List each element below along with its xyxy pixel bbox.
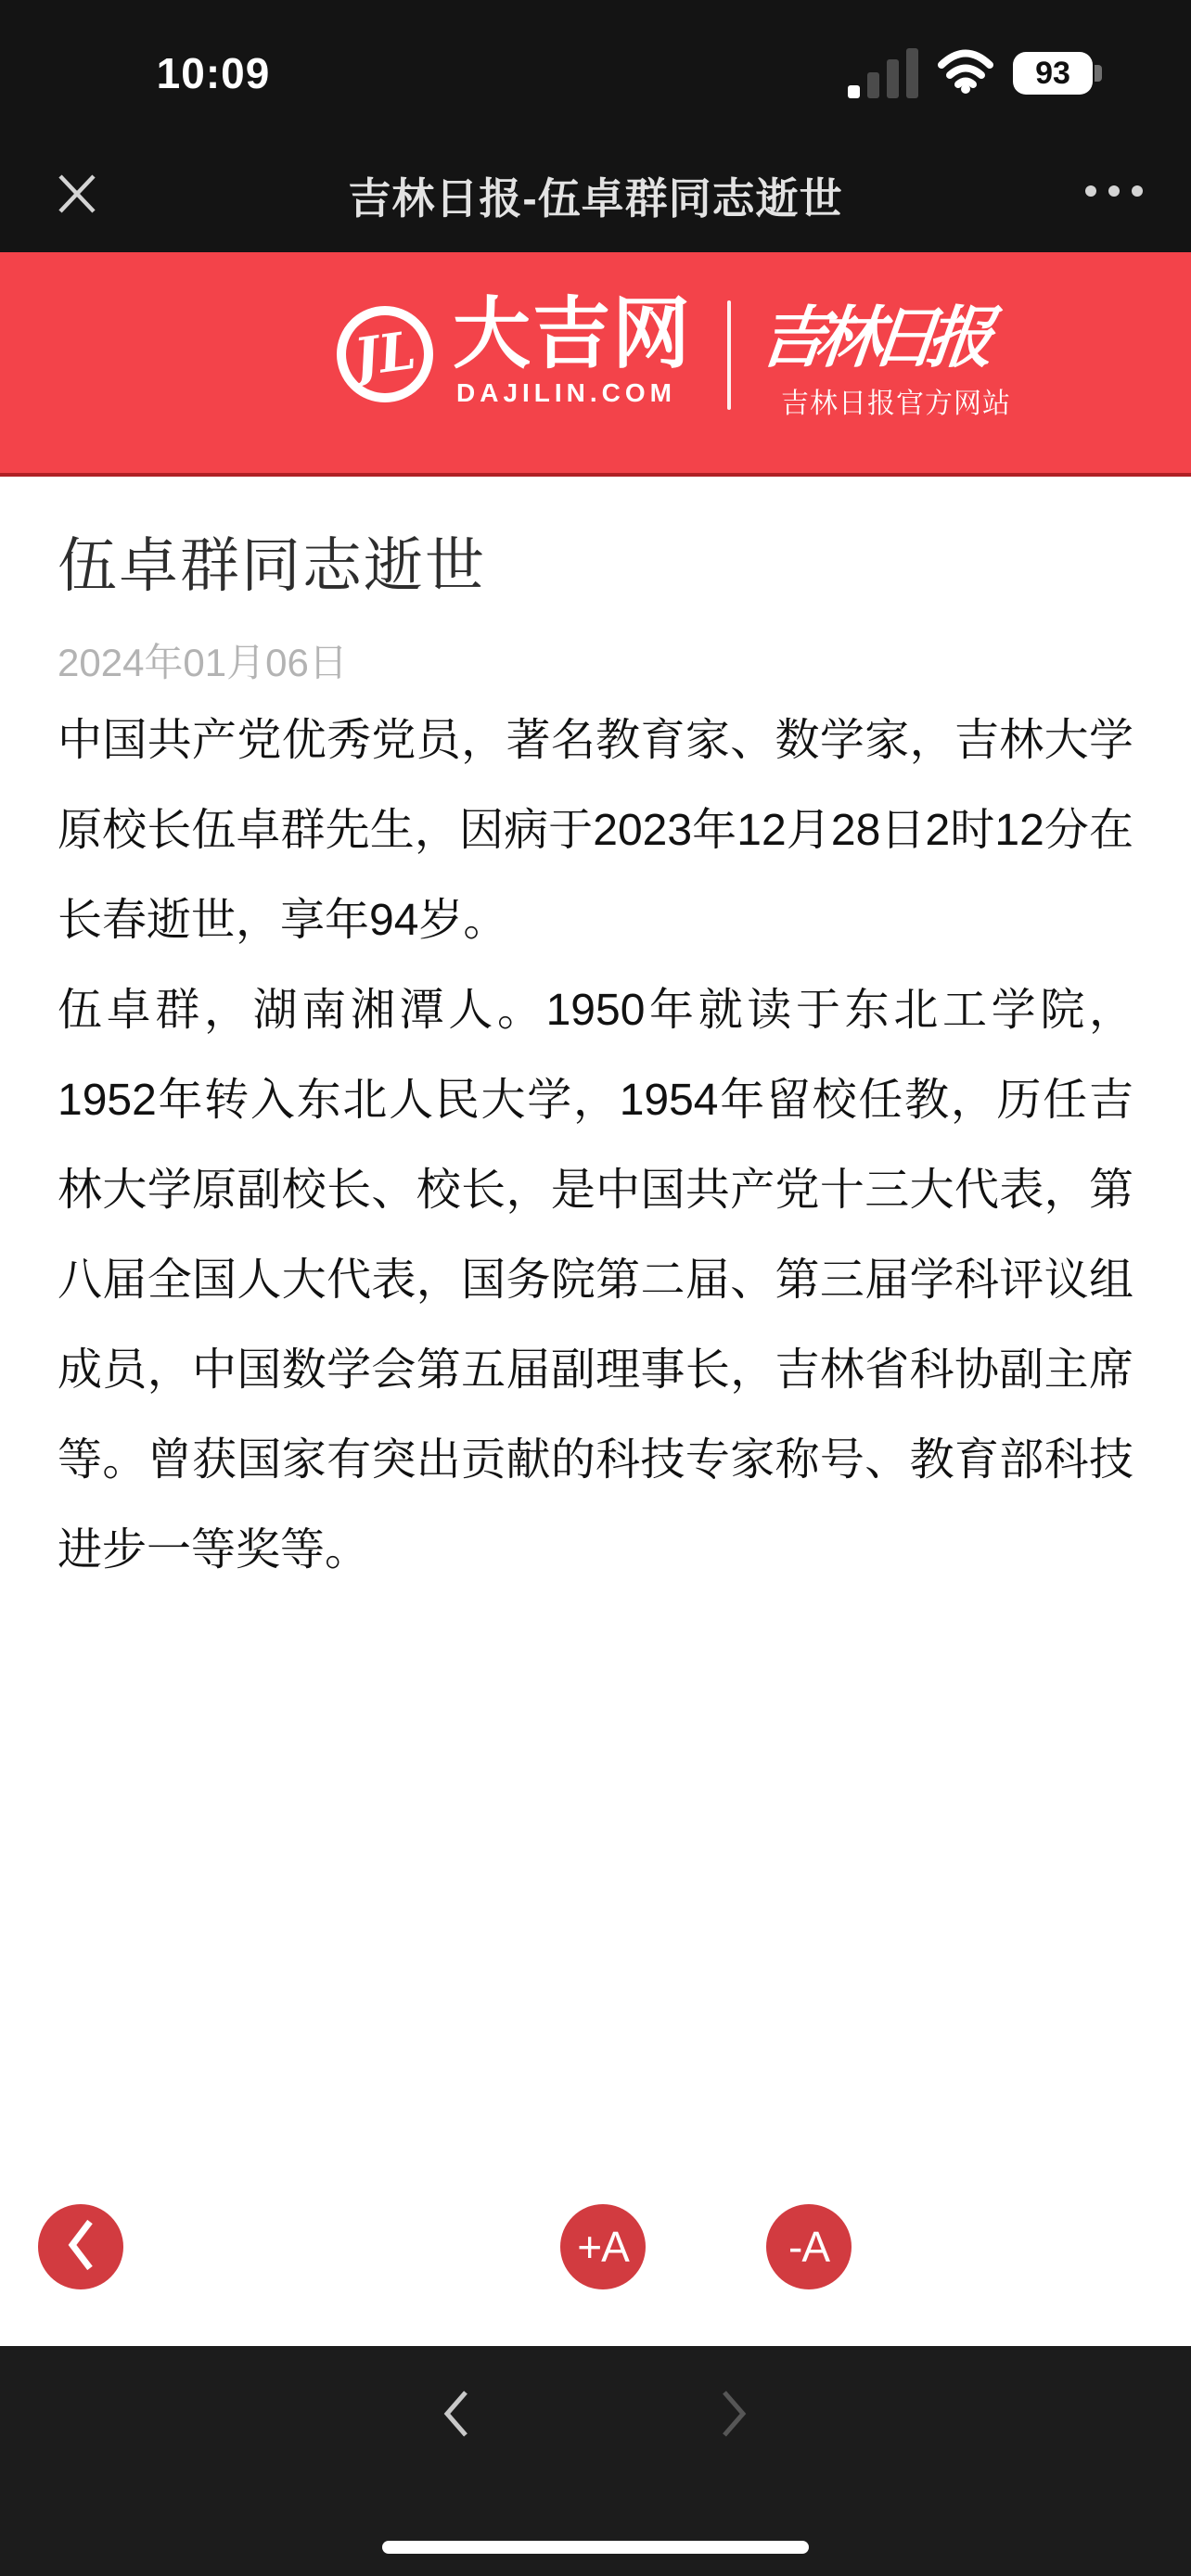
status-bar (0, 0, 1191, 139)
status-icons (848, 0, 1106, 139)
battery-percent: 93 (1035, 55, 1070, 91)
wifi-icon (937, 49, 994, 98)
font-increase-label: +A (577, 2223, 629, 2271)
history-back-button[interactable] (442, 2390, 470, 2438)
close-button[interactable] (54, 172, 100, 219)
chevron-left-icon (65, 2216, 96, 2278)
battery-icon (1013, 52, 1106, 95)
status-time: 10:09 (156, 49, 271, 97)
dajilin-banner (0, 252, 1191, 477)
more-icon (1085, 185, 1096, 197)
more-button[interactable] (1085, 185, 1143, 197)
site-name: 大吉网 (453, 290, 693, 377)
site-domain: DAJILIN.COM (456, 378, 676, 407)
banner-divider (727, 300, 731, 410)
paper-tagline: 吉林日报官方网站 (781, 389, 1011, 419)
logo-monogram: JL (350, 319, 420, 389)
font-decrease-button[interactable] (766, 2204, 852, 2289)
browser-nav-bar (0, 139, 1191, 252)
article-paragraph: 伍卓群，湖南湘潭人。1950年就读于东北工学院，1952年转入东北人民大学，1954年留校任教，历任吉林大学原副校长、校长，是中国共产党十三大代表，第八届全国人大代表，国务院第二届、第三届学科评议组成员，中国数学会第五届副理事长，吉林省科协副主席等。曾获国家有突出贡献的科技专家称号、教育部科技进步一等奖等。 (58, 986, 1133, 1575)
page-title-bar: 吉林日报-伍卓群同志逝世 (348, 174, 843, 223)
font-decrease-label: -A (788, 2223, 829, 2271)
browser-toolbar (0, 2346, 1191, 2576)
article-body (58, 695, 1133, 1595)
article-title: 伍卓群同志逝世 (58, 532, 486, 599)
font-increase-button[interactable] (560, 2204, 646, 2289)
article-paragraph: 中国共产党优秀党员，著名教育家、数学家，吉林大学原校长伍卓群先生，因病于2023年12月28日2时12分在长春逝世，享年94岁。 (58, 716, 1133, 945)
paper-name-calligraphy: 吉林日报 (755, 298, 987, 376)
cellular-signal-icon (848, 48, 918, 98)
back-button[interactable] (38, 2204, 123, 2289)
close-icon (55, 172, 99, 221)
home-indicator[interactable] (382, 2541, 809, 2554)
dajilin-logo-icon (331, 300, 439, 413)
article-date: 2024年01月06日 (58, 641, 348, 684)
article (0, 473, 1191, 1595)
history-forward-button[interactable] (720, 2390, 748, 2438)
